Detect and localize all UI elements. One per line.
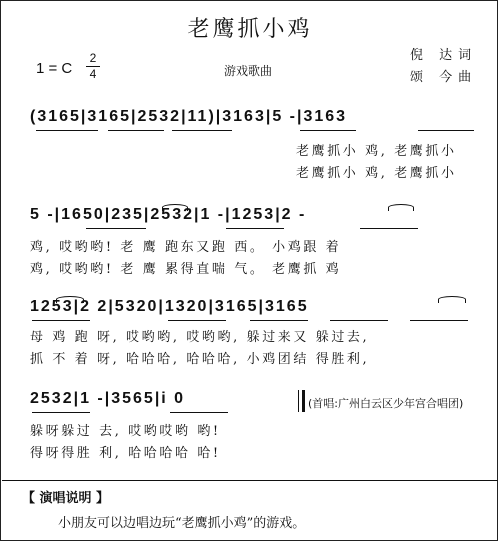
score-row-4: 2532|1 -|3565|i 0 (30, 390, 186, 407)
section-text: 小朋友可以边唱边玩“老鹰抓小鸡”的游戏。 (58, 516, 306, 531)
beam (360, 228, 418, 229)
time-signature (86, 52, 100, 81)
section-heading: 【 演唱说明 】 (22, 491, 110, 506)
score-row-3: 1253|2 2|5320|1320|3165|3165 (30, 298, 309, 315)
lyric-row-1-verse-2: 老鹰抓小 鸡, 老鹰抓小 (296, 166, 457, 181)
key-signature: 1 = C (36, 60, 73, 77)
beam (86, 228, 146, 229)
beam (108, 130, 164, 131)
score-row-1: (3165|3165|2532|11)|3163|5 -|3163 (30, 108, 348, 125)
composer-credit: 颂 今曲 (410, 70, 478, 85)
beam (418, 130, 474, 131)
slur (438, 296, 466, 303)
beam (170, 412, 228, 413)
final-thin-barline (298, 390, 299, 412)
lyric-row-3-verse-2: 抓 不 着 呀, 哈哈哈, 哈哈哈, 小鸡团结 得胜利, (30, 352, 370, 367)
lyric-row-4-verse-1: 躲呀躲过 去, 哎哟哎哟 哟! (30, 424, 221, 439)
slur (56, 296, 84, 303)
beam (300, 130, 356, 131)
song-title: 老鹰抓小鸡 (187, 17, 313, 42)
lyric-row-1-verse-1: 老鹰抓小 鸡, 老鹰抓小 (296, 144, 457, 159)
beam (172, 130, 232, 131)
genre-label: 游戏歌曲 (224, 64, 273, 78)
beam (32, 320, 90, 321)
performer-note: (首唱:广州白云区少年宫合唱团) (308, 397, 464, 410)
lyric-row-4-verse-2: 得呀得胜 利, 哈哈哈哈 哈! (30, 446, 221, 461)
beam (226, 228, 284, 229)
meter-bottom: 4 (89, 67, 97, 81)
slur (162, 204, 188, 211)
beam (410, 320, 468, 321)
slur (388, 204, 414, 211)
beam (330, 320, 388, 321)
lyric-row-2-verse-1: 鸡, 哎哟哟! 老 鹰 跑东又跑 西。 小鸡跟 着 (30, 240, 342, 255)
lyric-row-3-verse-1: 母 鸡 跑 呀, 哎哟哟, 哎哟哟, 躲过来又 躲过去, (30, 330, 370, 345)
beam (168, 320, 226, 321)
section-divider (2, 480, 498, 481)
beam (32, 412, 90, 413)
lyricist-credit: 倪 达词 (410, 48, 478, 63)
meter-top: 2 (89, 51, 97, 65)
beam (250, 320, 308, 321)
final-thick-barline (302, 390, 305, 412)
beam (36, 130, 98, 131)
score-row-2: 5 -|1650|235|2532|1 -|1253|2 - (30, 206, 307, 223)
lyric-row-2-verse-2: 鸡, 哎哟哟! 老 鹰 累得直喘 气。 老鹰抓 鸡 (30, 262, 342, 277)
